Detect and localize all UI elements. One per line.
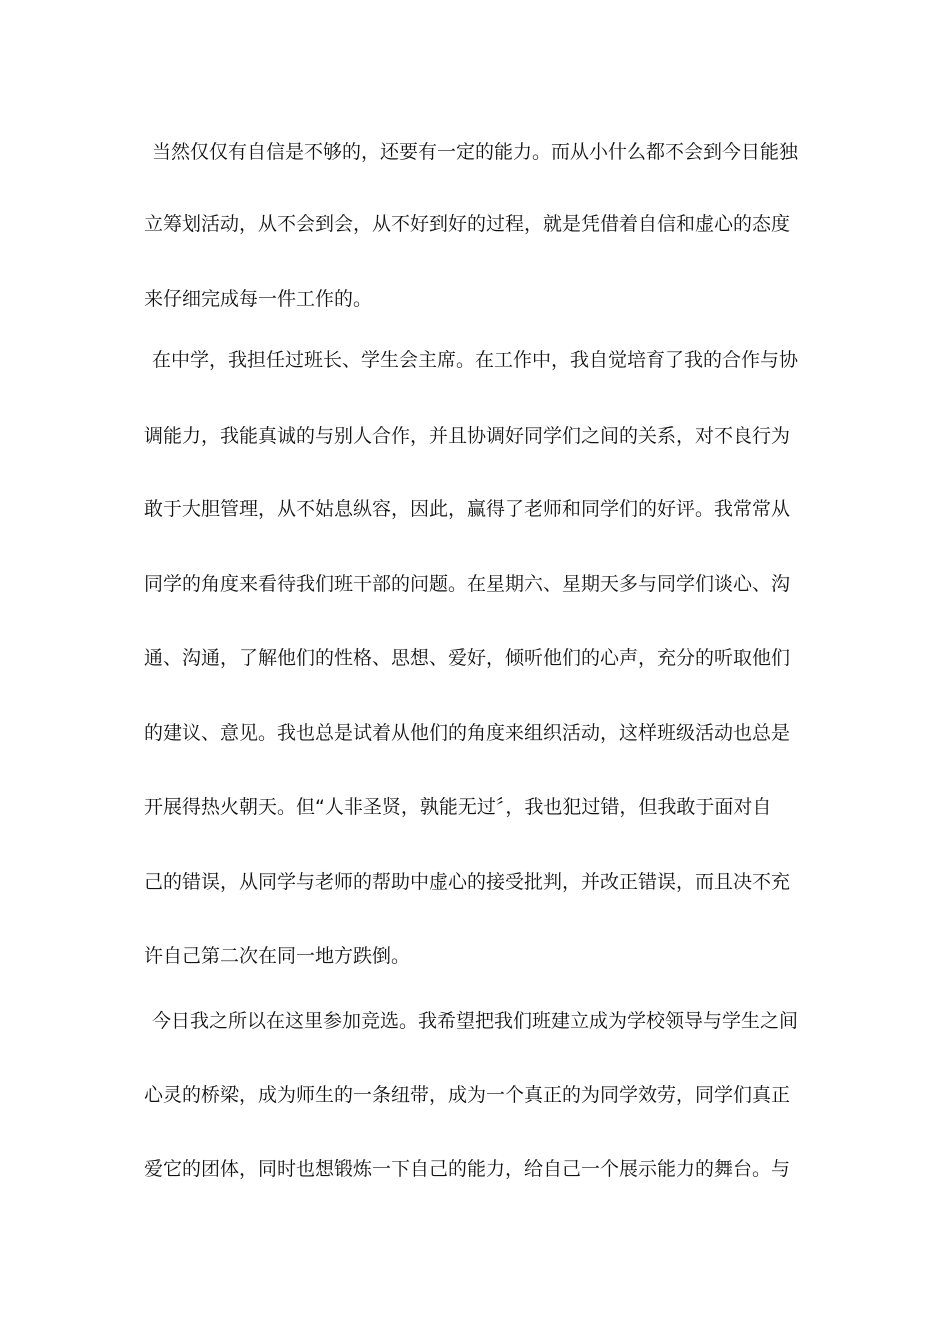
paragraph-2-line-4: 同学的角度来看待我们班干部的问题。在星期六、星期天多与同学们谈心、沟	[144, 573, 791, 595]
paragraph-2-line-6: 的建议、意见。我也总是试着从他们的角度来组织活动，这样班级活动也总是	[144, 722, 791, 744]
paragraph-2-line-1: 在中学，我担任过班长、学生会主席。在工作中，我自觉培育了我的合作与协	[152, 349, 799, 371]
paragraph-2-line-9: 许自己第二次在同一地方跌倒。	[144, 945, 411, 967]
paragraph-1-line-1: 当然仅仅有自信是不够的，还要有一定的能力。而从小什么都不会到今日能独	[152, 141, 799, 163]
paragraph-2-line-5: 通、沟通，了解他们的性格、思想、爱好，倾听他们的心声，充分的听取他们	[144, 647, 791, 669]
paragraph-2-line-3: 敢于大胆管理，从不姑息纵容，因此，赢得了老师和同学们的好评。我常常从	[144, 498, 791, 520]
paragraph-3-line-2: 心灵的桥梁，成为师生的一条纽带，成为一个真正的为同学效劳，同学们真正	[144, 1084, 791, 1106]
paragraph-2-line-7: 开展得热火朝天。但“人非圣贤，孰能无过〞，我也犯过错，但我敢于面对自	[144, 796, 772, 818]
paragraph-3-line-1: 今日我之所以在这里参加竞选。我希望把我们班建立成为学校领导与学生之间	[152, 1010, 799, 1032]
paragraph-1-line-2: 立筹划活动，从不会到会，从不好到好的过程，就是凭借着自信和虚心的态度	[144, 213, 791, 235]
paragraph-1-line-3: 来仔细完成每一件工作的。	[144, 288, 373, 310]
paragraph-2-line-8: 己的错误，从同学与老师的帮助中虚心的接受批判，并改正错误，而且决不充	[144, 871, 791, 893]
paragraph-2-line-2: 调能力，我能真诚的与别人合作，并且协调好同学们之间的关系，对不良行为	[144, 425, 791, 447]
paragraph-3-line-3: 爱它的团体，同时也想锻炼一下自己的能力，给自己一个展示能力的舞台。与	[144, 1158, 791, 1180]
